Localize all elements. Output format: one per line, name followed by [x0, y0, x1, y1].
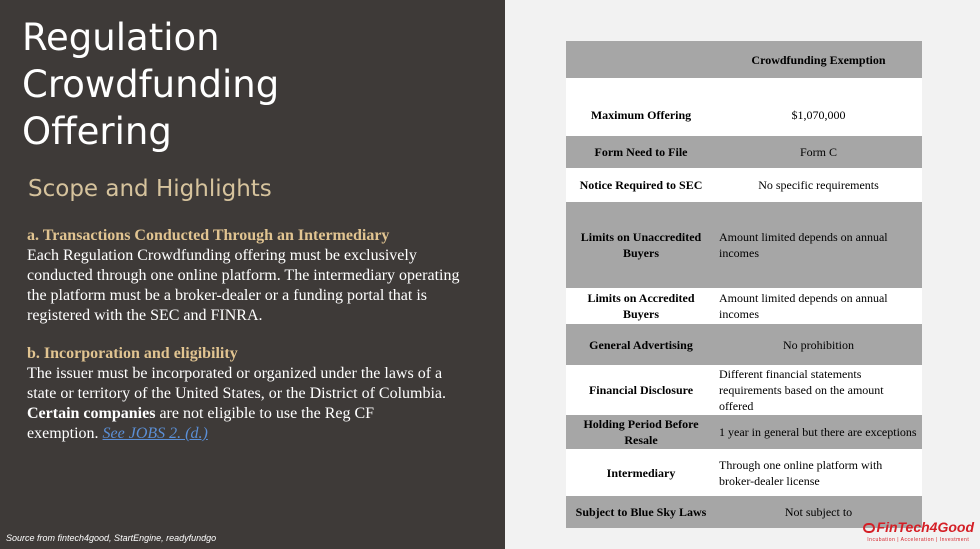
row-value: Through one online platform with broker-dealer license — [719, 457, 883, 488]
row-value: $1,070,000 — [791, 108, 846, 122]
row-value: Form C — [799, 145, 837, 159]
section-b-body — [27, 364, 472, 444]
table-row — [566, 449, 922, 496]
table-row — [566, 365, 922, 415]
logo-tagline: Incubation | Acceleration | Investment — [867, 537, 970, 543]
row-label: Subject to Blue Sky Laws — [575, 505, 707, 519]
section-b-body-text-2: are not eligible to use the Reg CF exemption. — [27, 405, 375, 442]
table-row — [566, 288, 922, 324]
row-value: Amount limited depends on annual incomes — [719, 291, 888, 321]
row-label: Holding Period Before Resale — [583, 417, 699, 447]
row-value: No specific requirements — [758, 178, 879, 192]
row-label: Financial Disclosure — [588, 383, 694, 397]
jobs-link[interactable]: See JOBS 2. (d.) — [102, 425, 208, 442]
row-label: Maximum Offering — [590, 108, 692, 122]
table-header-row — [566, 41, 922, 78]
row-label: Intermediary — [606, 465, 676, 480]
row-label: General Advertising — [589, 337, 693, 352]
row-value: Different financial statements requirements based on the amount offered — [719, 367, 884, 413]
row-label: Form Need to File — [594, 145, 688, 159]
slide-title: Regulation Crowdfunding Offering — [22, 16, 280, 153]
section-b — [27, 344, 472, 444]
row-value: Amount limited depends on annual incomes — [719, 230, 888, 260]
section-subtitle: Scope and Highlights — [28, 176, 272, 202]
table-row — [566, 415, 922, 449]
comparison-table — [566, 41, 922, 528]
section-b-heading: b. Incorporation and eligibility — [27, 345, 238, 362]
section-b-body-text-1: The issuer must be incorporated or organized under the laws of a state or territory of the United States, or the District of Columbia. — [27, 365, 447, 402]
table-row — [566, 202, 922, 288]
section-b-body-bold: Certain companies — [27, 405, 156, 422]
table-row — [566, 136, 922, 168]
logo-mark-icon — [863, 523, 875, 533]
row-value: No prohibition — [783, 337, 854, 352]
source-note: Source from fintech4good, StartEngine, readyfundgo — [6, 533, 217, 543]
section-a-heading: a. Transactions Conducted Through an Intermediary — [27, 227, 390, 244]
table-row — [566, 78, 922, 136]
table-row — [566, 168, 922, 202]
table-header-empty — [566, 41, 716, 78]
table-row — [566, 324, 922, 365]
logo-text: FinTech4Good — [876, 519, 974, 535]
row-label: Notice Required to SEC — [579, 178, 703, 192]
row-label: Limits on Unaccredited Buyers — [580, 230, 702, 260]
row-value: 1 year in general but there are exceptions — [719, 425, 917, 439]
row-label: Limits on Accredited Buyers — [587, 291, 695, 321]
section-a — [27, 226, 472, 326]
section-a-body: Each Regulation Crowdfunding offering must be exclusively conducted through one online platform. The intermediary operating the platform must be a broker-dealer or a funding portal that is registered with the SEC and FINRA. — [27, 247, 460, 324]
table-header-label: Crowdfunding Exemption — [751, 52, 886, 67]
fintech4good-logo — [863, 519, 974, 543]
row-value: Not subject to — [784, 505, 853, 519]
